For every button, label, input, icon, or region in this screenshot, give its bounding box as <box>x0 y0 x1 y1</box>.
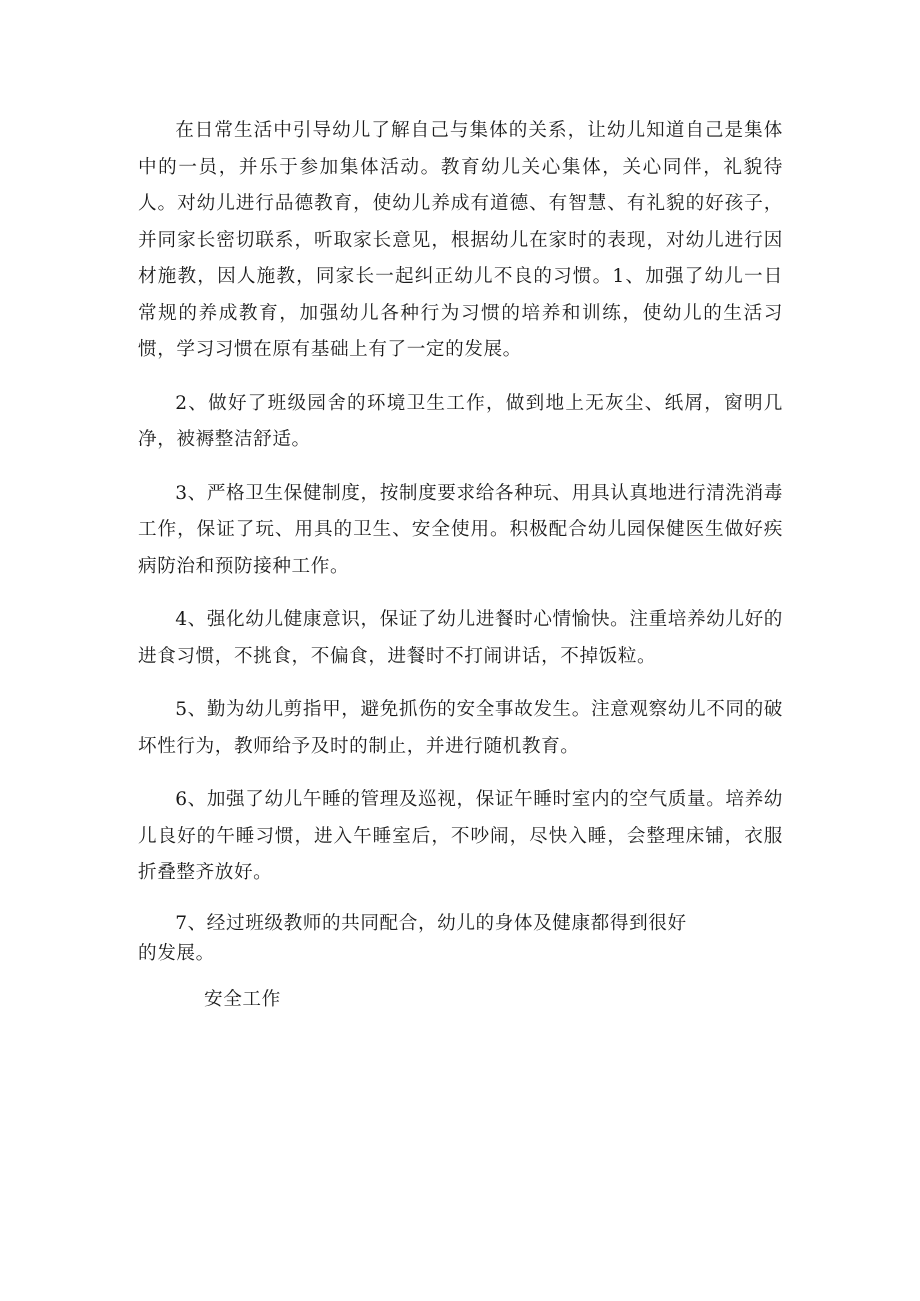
paragraph-4: 4、强化幼儿健康意识，保证了幼儿进餐时心情愉快。注重培养幼儿好的进食习惯，不挑食，不偏食，进餐时不打闹讲话，不掉饭粒。 <box>138 609 783 667</box>
paragraph-6: 6、加强了幼儿午睡的管理及巡视，保证午睡时室内的空气质量。培养幼儿良好的午睡习惯，进入午睡室后，不吵闹，尽快入睡，会整理床铺，衣服折叠整齐放好。 <box>138 789 783 883</box>
paragraph-2: 2、做好了班级园舍的环境卫生工作，做到地上无灰尘、纸屑，窗明几净，被褥整洁舒适。 <box>138 392 783 450</box>
paragraph-5: 5、勤为幼儿剪指甲，避免抓伤的安全事故发生。注意观察幼儿不同的破坏性行为，教师给予及时的制止，并进行随机教育。 <box>138 699 783 757</box>
paragraph-7 <box>138 909 783 969</box>
paragraph-1: 在日常生活中引导幼儿了解自己与集体的关系，让幼儿知道自己是集体中的一员，并乐于参加集体活动。教育幼儿关心集体，关心同伴，礼貌待人。对幼儿进行品德教育，使幼儿养成有道德、有智慧、有礼貌的好孩子，并同家长密切联系，听取家长意见，根据幼儿在家时的表现，对幼儿进行因材施教，因人施教，同家长一起纠正幼儿不良的习惯。1、加强了幼儿一日常规的养成教育，加强幼儿各种行为习惯的培养和训练，使幼儿的生活习惯，学习习惯在原有基础上有了一定的发展。 <box>138 120 783 360</box>
document-page <box>138 113 783 1015</box>
paragraph-3: 3、严格卫生保健制度，按制度要求给各种玩、用具认真地进行清洗消毒工作，保证了玩、用具的卫生、安全使用。积极配合幼儿园保健医生做好疾病防治和预防接种工作。 <box>138 482 783 577</box>
paragraph-7-line-1: 7、经过班级教师的共同配合，幼儿的身体及健康都得到很好 <box>175 912 687 934</box>
section-title: 安全工作 <box>204 988 281 1010</box>
paragraph-7-line-2: 的发展。 <box>138 942 215 964</box>
